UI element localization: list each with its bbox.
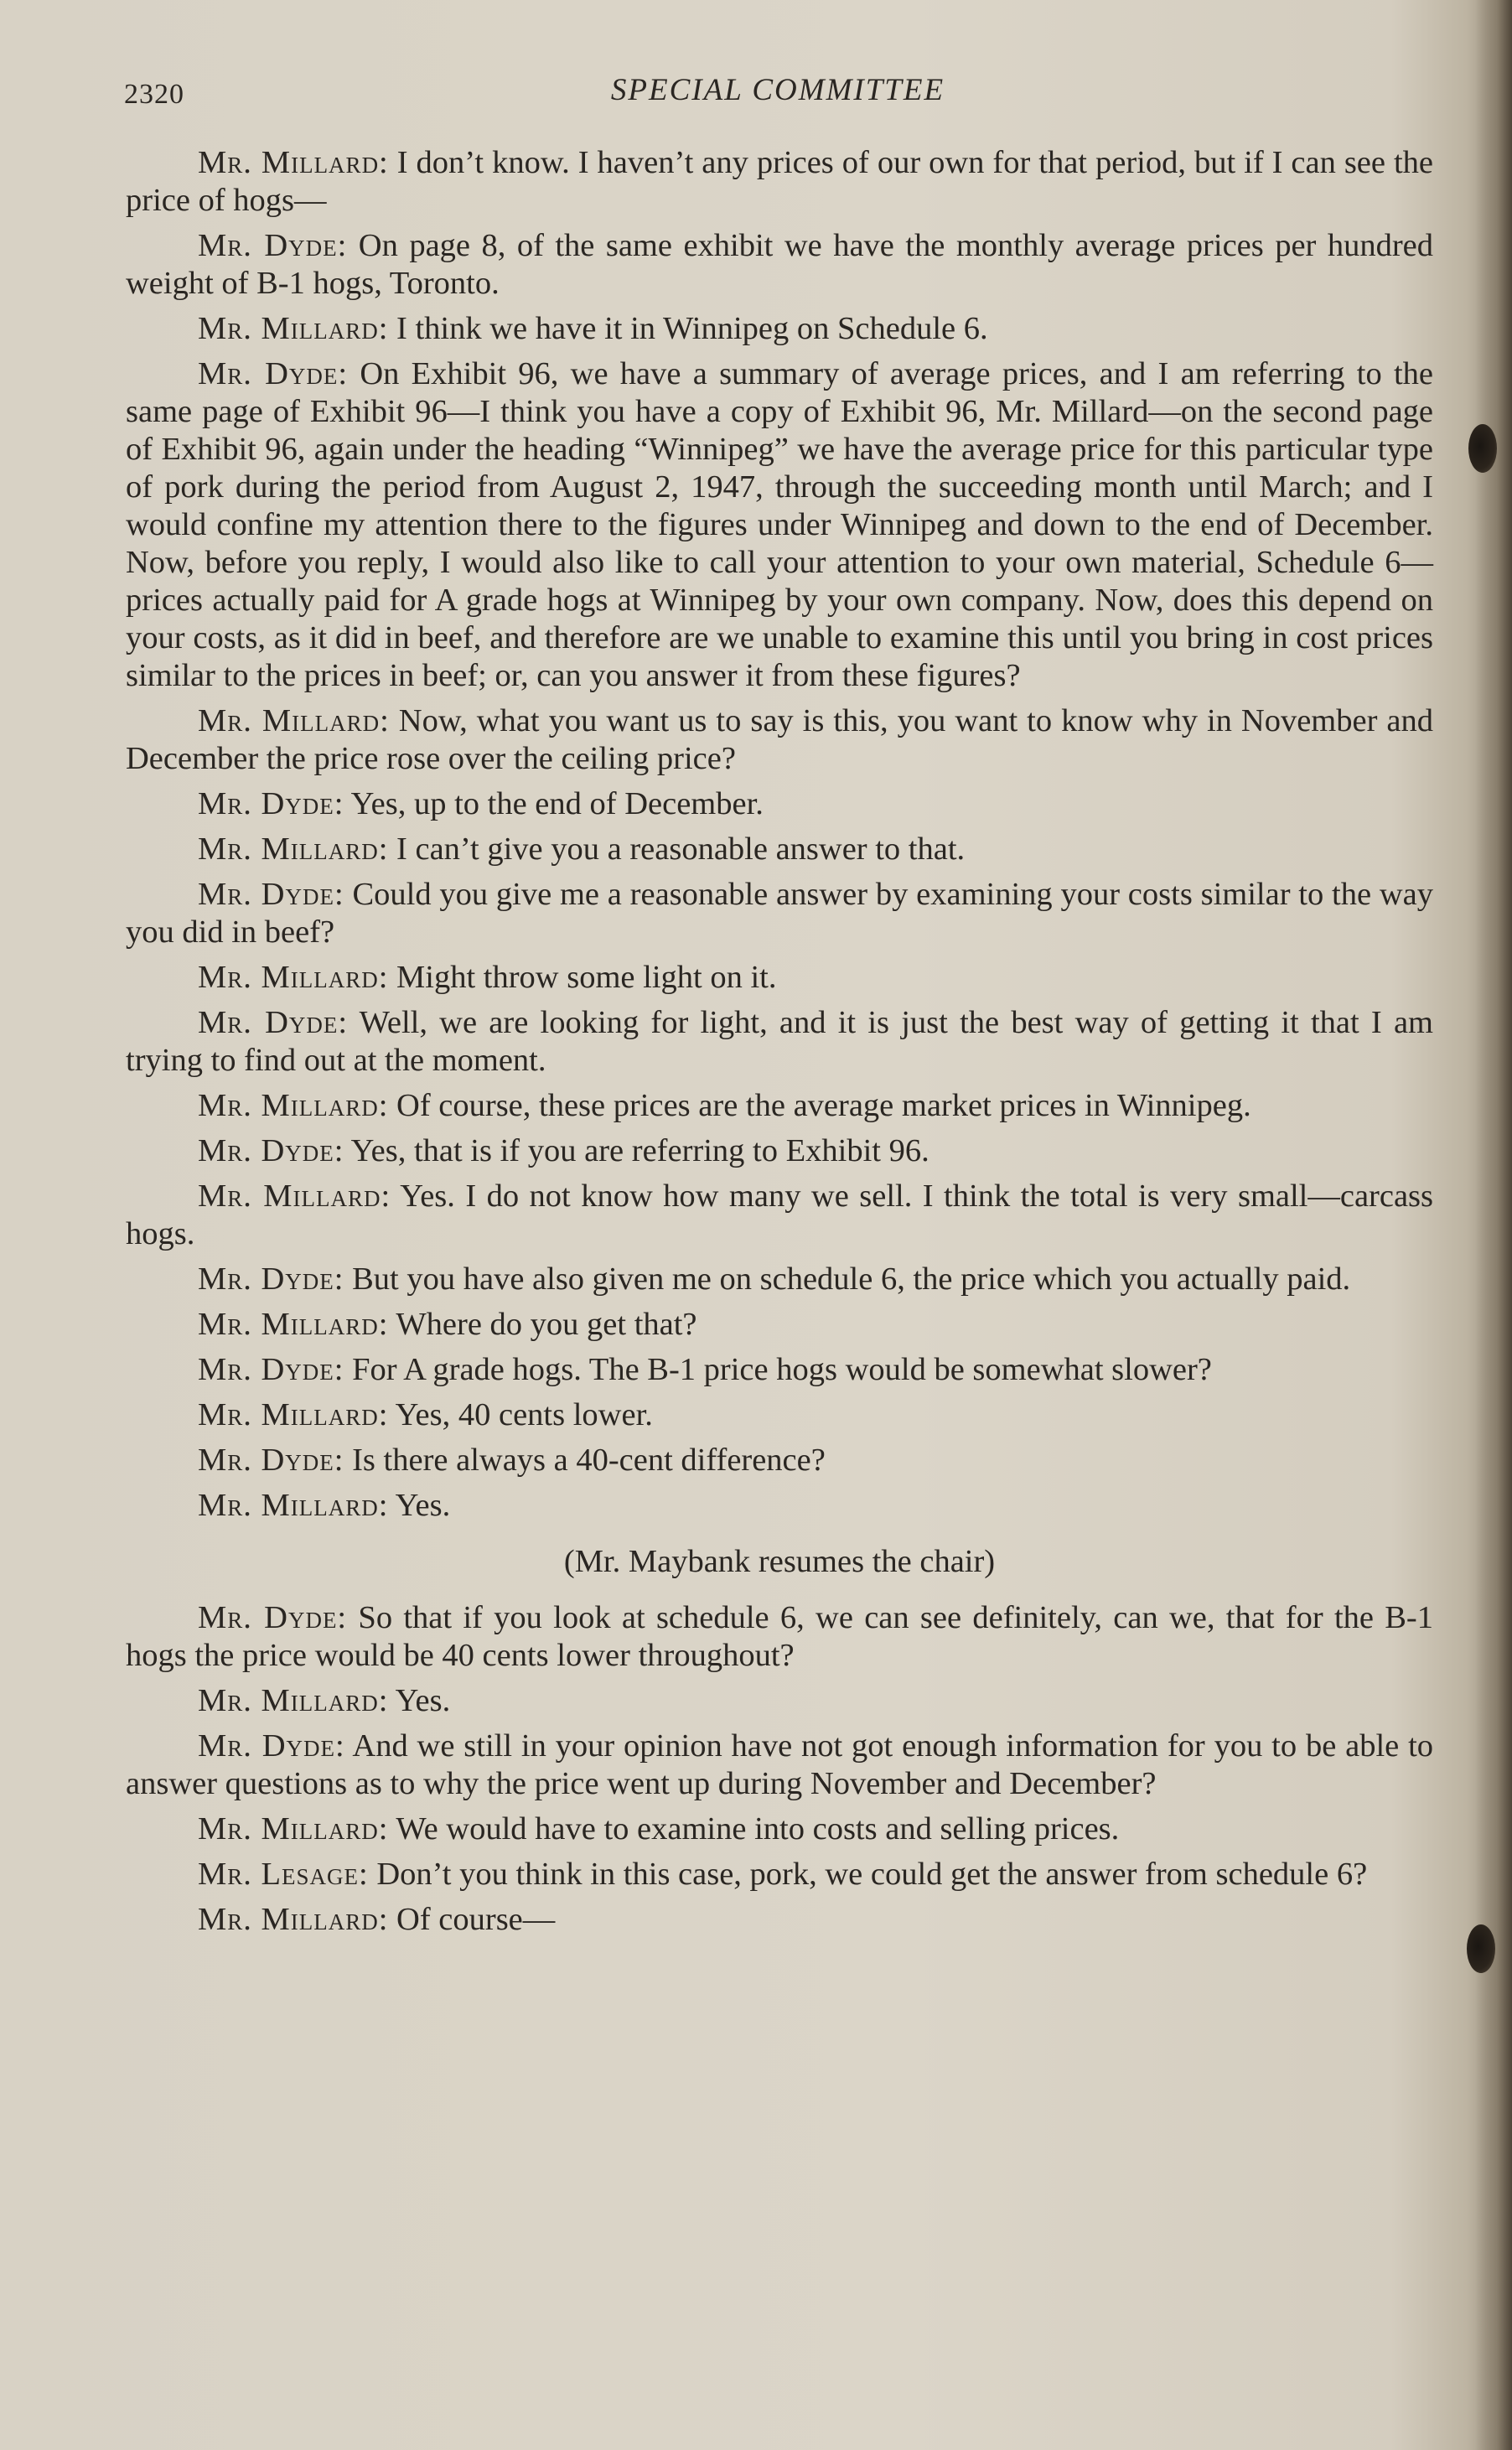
transcript-paragraph (126, 702, 1433, 778)
transcript-paragraph (126, 1599, 1433, 1675)
speaker-name: Mr. Millard: (198, 145, 389, 180)
transcript-paragraph (126, 1132, 1433, 1170)
speech-text: We would have to examine into costs and selling prices. (388, 1811, 1120, 1847)
speaker-name: Mr. Dyde: (198, 356, 349, 391)
speaker-name: Mr. Millard: (198, 703, 390, 738)
page-number: 2320 (124, 79, 184, 110)
speech-text: Is there always a 40-cent difference? (344, 1443, 826, 1478)
transcript-paragraph (126, 227, 1433, 303)
page-binding-edge (1475, 0, 1512, 2450)
speaker-name: Mr. Millard: (198, 1811, 389, 1847)
transcript-paragraph (126, 831, 1433, 868)
speech-text: I can’t give you a reasonable answer to that. (388, 831, 966, 867)
speaker-name: Mr. Dyde: (198, 1261, 344, 1297)
speaker-name: Mr. Millard: (198, 1088, 389, 1123)
speaker-name: Mr. Dyde: (198, 1005, 349, 1040)
speech-text: Might throw some light on it. (388, 960, 777, 995)
speech-text: On page 8, of the same exhibit we have the monthly average prices per hundred weight of B-1 hogs, Toronto. (126, 228, 1433, 301)
transcript-paragraph (126, 1396, 1433, 1434)
speech-text: But you have also given me on schedule 6, the price which you actually paid. (344, 1261, 1351, 1297)
transcript-paragraph (126, 1004, 1433, 1080)
speaker-name: Mr. Millard: (198, 1178, 391, 1214)
speech-text: On Exhibit 96, we have a summary of average prices, and I am referring to the same page of Exhibit 96—I think you have a copy of Exhibit 96, Mr. Millard—on the second page of Exhibit 96, again under the heading “Winnipeg” we have the average price for this particular type of pork during the period from August 2, 1947, through the succeeding month until March; and I would confine my attention there to the figures under Winnipeg and down to the end of December. Now, before you reply, I would also like to call your attention to your own material, Schedule 6—prices actually paid for A grade hogs at Winnipeg by your own company. Now, does this depend on your costs, as it did in beef, and therefore are we unable to examine this until you bring in cost prices similar to the prices in beef; or, can you answer it from these figures? (126, 356, 1433, 693)
speaker-name: Mr. Millard: (198, 1397, 389, 1432)
speaker-name: Mr. Dyde: (198, 1352, 344, 1387)
speaker-name: Mr. Dyde: (198, 1728, 345, 1764)
speech-text: And we still in your opinion have not got enough information for you to be able to answer questions as to why the price went up during November and December? (126, 1728, 1434, 1801)
speech-text: Of course, these prices are the average market prices in Winnipeg. (388, 1088, 1251, 1123)
transcript-paragraph (126, 1306, 1433, 1344)
speaker-name: Mr. Dyde: (198, 1133, 344, 1168)
speech-text: Yes, that is if you are referring to Exhibit 96. (344, 1133, 929, 1168)
transcript-paragraph (126, 1487, 1433, 1525)
speech-text: Of course— (388, 1902, 556, 1937)
speaker-name: Mr. Dyde: (198, 228, 348, 263)
binding-hole-bottom (1467, 1924, 1495, 1973)
speaker-name: Mr. Millard: (198, 960, 389, 995)
speech-text: Well, we are looking for light, and it is just the best way of getting it that I am trying to find out at the moment. (126, 1005, 1433, 1078)
transcript-paragraph (126, 355, 1433, 695)
speech-text: I think we have it in Winnipeg on Schedule 6. (388, 311, 988, 346)
speaker-name: Mr. Lesage: (198, 1857, 369, 1892)
binding-hole-top (1468, 424, 1497, 473)
speaker-name: Mr. Millard: (198, 1488, 389, 1523)
transcript-paragraph (126, 1682, 1433, 1720)
running-head: SPECIAL COMMITTEE (610, 73, 945, 107)
speaker-name: Mr. Millard: (198, 1307, 389, 1342)
speech-text: I don’t know. I haven’t any prices of our own for that period, but if I can see the price of hogs— (126, 145, 1434, 218)
speech-text: For A grade hogs. The B-1 price hogs would be somewhat slower? (344, 1352, 1212, 1387)
speech-text: So that if you look at schedule 6, we can see definitely, can we, that for the B-1 hogs the price would be 40 cents lower throughout? (126, 1600, 1434, 1673)
speaker-name: Mr. Millard: (198, 1683, 389, 1718)
speaker-name: Mr. Dyde: (198, 1443, 344, 1478)
transcript-paragraph (126, 876, 1433, 951)
transcript-paragraph (126, 785, 1433, 823)
speech-text: Yes. (388, 1683, 451, 1718)
speech-text: Yes, up to the end of December. (344, 786, 764, 821)
transcript-paragraph (126, 1087, 1433, 1125)
transcript-paragraph (126, 1901, 1433, 1939)
speech-text: Don’t you think in this case, pork, we could get the answer from schedule 6? (368, 1857, 1368, 1892)
speech-text: Yes, 40 cents lower. (388, 1397, 653, 1432)
speaker-name: Mr. Dyde: (198, 786, 344, 821)
speaker-name: Mr. Millard: (198, 831, 389, 867)
transcript-section-before (126, 144, 1433, 1525)
transcript-paragraph (126, 1727, 1433, 1803)
transcript-paragraph (126, 1351, 1433, 1389)
transcript-body (126, 144, 1433, 1946)
transcript-paragraph (126, 1261, 1433, 1298)
speaker-name: Mr. Dyde: (198, 877, 344, 912)
transcript-paragraph (126, 1178, 1433, 1253)
speech-text: Where do you get that? (388, 1307, 697, 1342)
transcript-paragraph (126, 310, 1433, 348)
transcript-section-after (126, 1599, 1433, 1939)
transcript-paragraph (126, 1442, 1433, 1479)
speech-text: Yes. I do not know how many we sell. I think the total is very small—carcass hogs. (126, 1178, 1434, 1251)
speaker-name: Mr. Millard: (198, 1902, 389, 1937)
stage-direction: (Mr. Maybank resumes the chair) (563, 1544, 996, 1579)
speech-text: Now, what you want us to say is this, you want to know why in November and December the price rose over the ceiling price? (126, 703, 1433, 776)
speaker-name: Mr. Millard: (198, 311, 389, 346)
page-header (124, 72, 1432, 114)
transcript-paragraph (126, 1810, 1433, 1848)
speech-text: Yes. (388, 1488, 451, 1523)
transcript-paragraph (126, 144, 1433, 220)
transcript-paragraph (126, 1856, 1433, 1893)
speaker-name: Mr. Dyde: (198, 1600, 348, 1635)
speech-text: Could you give me a reasonable answer by examining your costs similar to the way you did in beef? (126, 877, 1434, 950)
transcript-paragraph (126, 959, 1433, 997)
